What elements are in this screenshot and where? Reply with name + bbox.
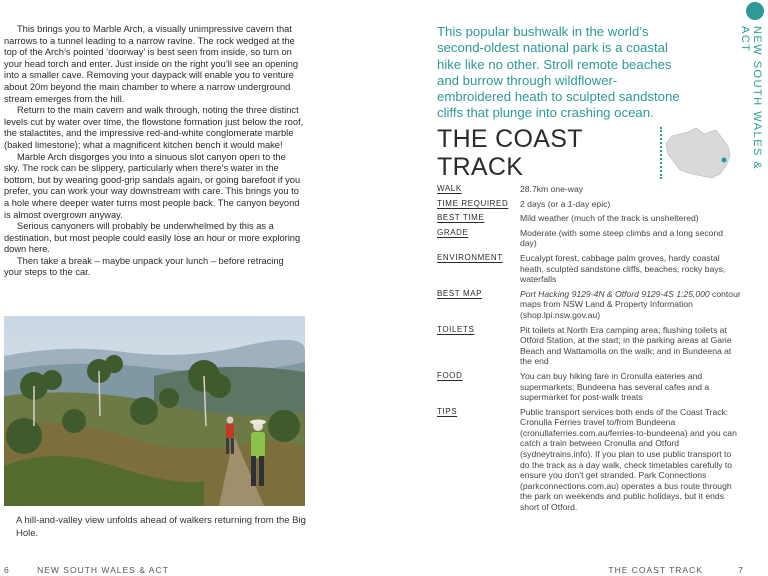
info-row-food: [437, 371, 742, 403]
info-row-grade: [437, 228, 742, 249]
info-label: BEST MAP: [437, 288, 483, 298]
info-row-walk: [437, 184, 742, 195]
hikers-photo: [4, 316, 305, 506]
info-value: Moderate (with some steep climbs and a long second day): [520, 227, 724, 249]
paragraph: Return to the main cavern and walk through, noting the three distinct levels cut by water over time, the flowstone formation just below the roof, the stalactites, and the impressive red-and-white conglomerate marble (baked limestone); what a magnificent kitchen bench it would make!: [4, 105, 304, 150]
right-footer: [608, 565, 744, 575]
right-page: [384, 0, 768, 576]
title-line: TRACK: [437, 153, 524, 181]
info-row-toilets: [437, 325, 742, 367]
info-value: Public transport services both ends of the Coast Track: Cronulla Ferries travel to/from Bundeena (cronullaferries.com.au/ferries-to-bundeena) and you can catch a train between Cronulla and Otford (sydneytrains.info). If you plan to use public transport to do the track as a day walk, check timetables carefully to ensure you don’t get stranded. Park Connections (parkconnections.com.au) operates a bus route through the park on weekends and public holidays, but it ends short of Otford.: [520, 406, 737, 513]
info-value: 2 days (or a 1-day epic): [520, 198, 611, 209]
info-value: [520, 289, 742, 321]
paragraph: Marble Arch disgorges you into a sinuous slot canyon open to the sky. The rock can be slippery, particularly when there’s water in the bottom, but by wearing good-grip sandals again, or going barefoot if you prefer, you can work your way downstream with care. This brings you to a hole where deeper water turns most people back. The canyon beyond is almost overgrown anyway.: [4, 151, 301, 220]
map-detail: contour maps from NSW Land & Property Information (shop.lpi.nsw.gov.au): [520, 288, 741, 320]
info-label: ENVIRONMENT: [437, 252, 503, 262]
paragraph: Then take a break – maybe unpack your lunch – before retracing your steps to the car.: [4, 255, 284, 278]
page-number: 6: [4, 565, 10, 575]
running-head: NEW SOUTH WALES & ACT: [37, 565, 169, 575]
info-row-best-time: [437, 213, 742, 224]
info-value: Pit toilets at North Era camping area; flushing toilets at Otford Station, at the start; in the parking areas at Garie Beach and Wattamolla on the walk; and in Bundeena at the end: [520, 324, 732, 367]
info-value: Eucalypt forest, cabbage palm groves, hardy coastal heath, sculpted sandstone cliffs, beaches, rocky bays, waterfalls: [520, 252, 726, 285]
paragraph: This brings you to Marble Arch, a visually unimpressive cavern that narrows to a tunnel leading to a narrow ravine. The rock wedged at the top of the Arch’s pointed ‘doorway’ is best seen from inside, so turn on your head torch and enter. Just inside on the right you’ll see an opening into a smaller cave. Removing your daypack will enable you to venture about 20m beyond the main chamber to where a narrow underground stream emerges from the hill.: [4, 24, 299, 104]
info-label: TOILETS: [437, 324, 475, 334]
body-text: [4, 24, 304, 279]
info-label: GRADE: [437, 227, 469, 237]
title-line: THE COAST: [437, 125, 583, 153]
info-row-environment: [437, 253, 742, 285]
info-row-tips: [437, 407, 742, 513]
info-value: Mild weather (much of the track is unsheltered): [520, 213, 699, 224]
info-value: 28.7km one-way: [520, 184, 584, 194]
info-label: TIME REQUIRED: [437, 198, 509, 208]
photo-caption: A hill-and-valley view unfolds ahead of walkers returning from the Big Hole.: [16, 515, 306, 539]
info-label: BEST TIME: [437, 213, 485, 223]
info-row-best-map: [437, 289, 742, 321]
left-footer: [4, 565, 169, 575]
intro-text: This popular bushwalk in the world’s second-oldest national park is a coastal hike like no other. Stroll remote beaches and burrow through wildflower-embroidered heath to sculpted sandstone cliffs that plunge into crashing ocean.: [437, 24, 680, 121]
chapter-tab-marker: [746, 2, 764, 20]
info-value: You can buy hiking fare in Cronulla eateries and supermarkets; Bundeena has several cafes and a supermarket for post-walk treats: [520, 370, 710, 403]
running-head: THE COAST TRACK: [608, 565, 703, 575]
route-title: [437, 125, 637, 181]
paragraph: Serious canyoners will probably be underwhelmed by this as a destination, but most people could easily lose an hour or more exploring down here.: [4, 221, 301, 255]
page-number: 7: [738, 565, 744, 575]
locator-map: [660, 124, 740, 184]
chapter-label: NEW SOUTH WALES & ACT: [739, 26, 763, 171]
info-label: FOOD: [437, 370, 463, 380]
map-title: Port Hacking 9129-4N & Otford 9129-4S 1:25,000: [520, 288, 710, 299]
info-label: TIPS: [437, 406, 458, 416]
info-label: WALK: [437, 184, 462, 193]
info-row-time: [437, 199, 742, 210]
chapter-tab: [740, 0, 768, 200]
route-info-table: [437, 184, 742, 517]
